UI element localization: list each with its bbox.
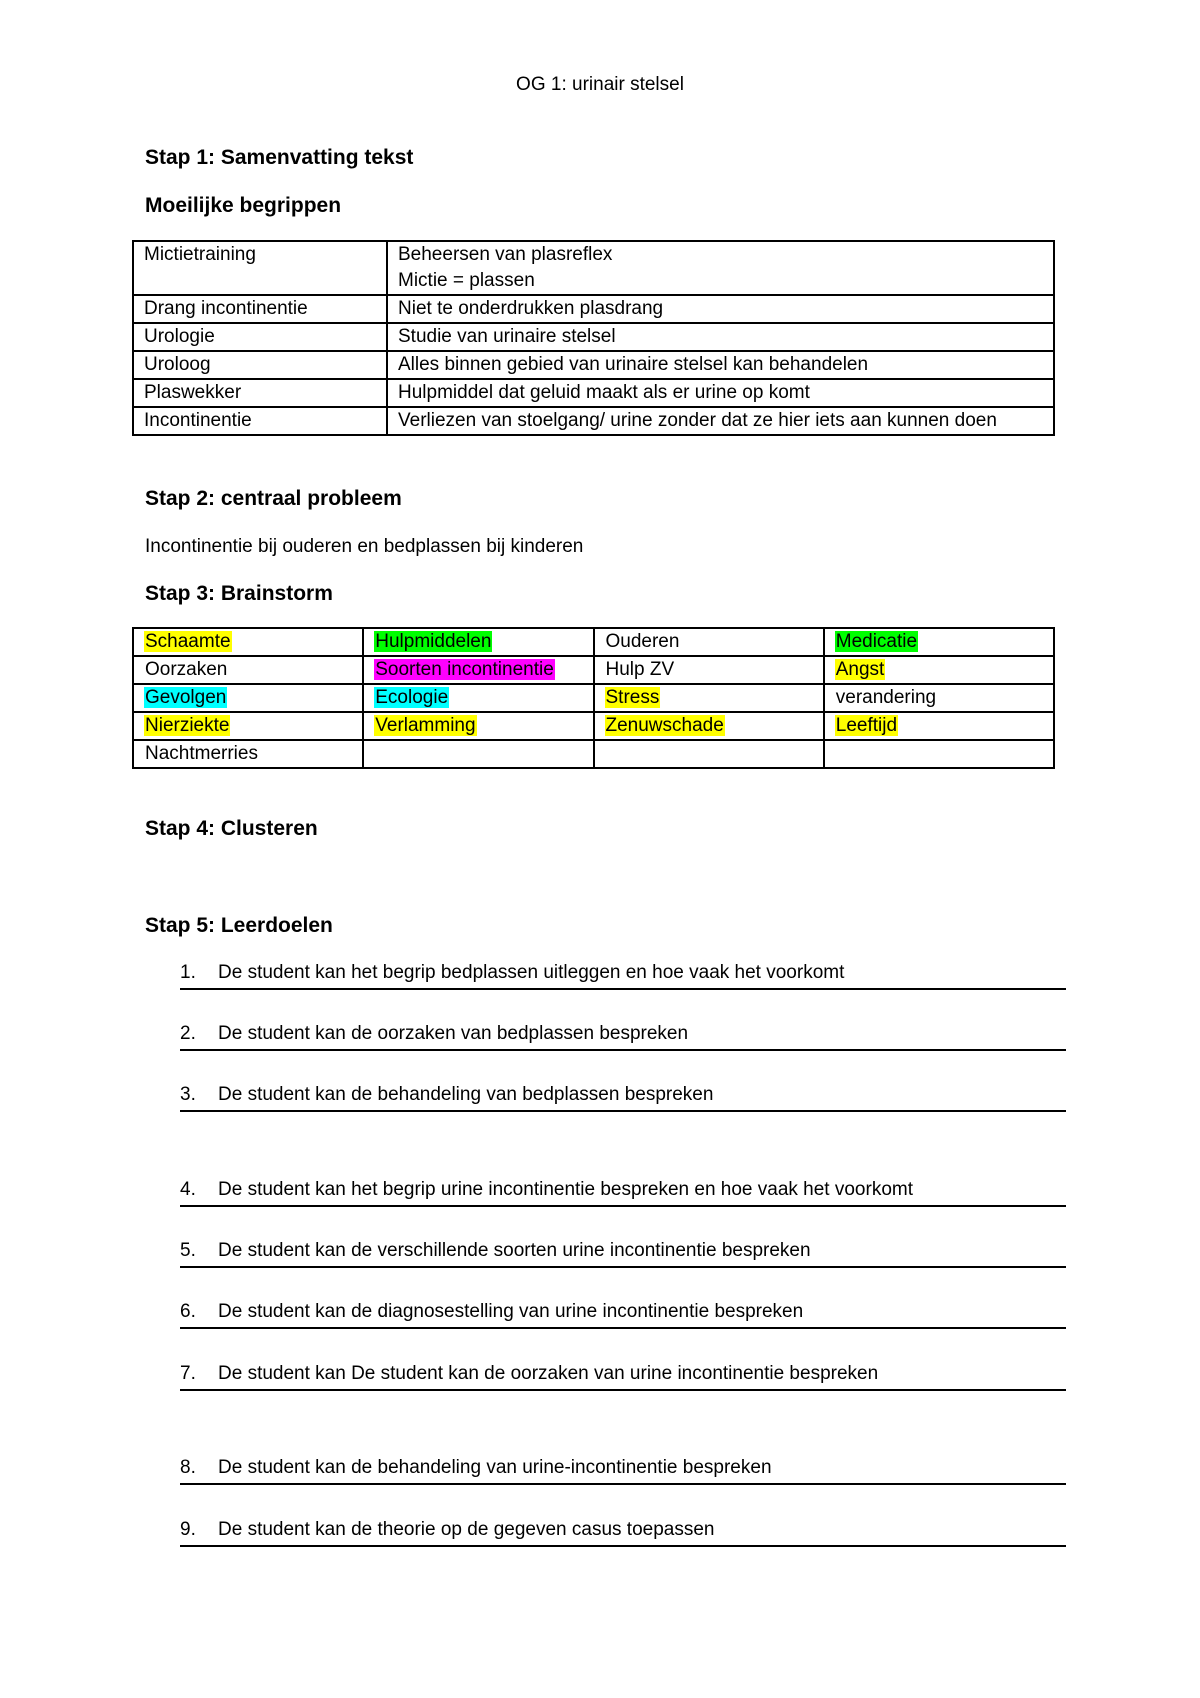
goal-number: 9. [180, 1519, 196, 1540]
learning-goal [180, 1297, 1066, 1329]
table-row [133, 740, 1054, 768]
table-row [133, 656, 1054, 684]
learning-goal [180, 1019, 1066, 1051]
brainstorm-cell [824, 740, 1054, 768]
definition-cell [387, 241, 1054, 295]
learning-goal [180, 958, 1066, 990]
table-row [133, 351, 1054, 379]
learning-goal [180, 1515, 1066, 1547]
step3-heading: Stap 3: Brainstorm [145, 582, 333, 605]
brainstorm-cell [363, 656, 593, 684]
learning-goal [180, 1175, 1066, 1207]
brainstorm-cell [133, 684, 363, 712]
step5-heading: Stap 5: Leerdoelen [145, 914, 333, 937]
step1-subheading: Moeilijke begrippen [145, 194, 342, 217]
table-row [133, 323, 1054, 351]
step4-heading: Stap 4: Clusteren [145, 817, 318, 840]
definition-cell: Alles binnen gebied van urinaire stelsel kan behandelen [387, 351, 1054, 379]
brainstorm-term: Ouderen [605, 631, 680, 652]
brainstorm-term: Stress [605, 687, 660, 708]
goal-number: 6. [180, 1301, 196, 1322]
learning-goal [180, 1080, 1066, 1112]
brainstorm-term: Oorzaken [145, 659, 228, 680]
brainstorm-term: Leeftijd [835, 715, 898, 736]
step2-heading: Stap 2: centraal probleem [145, 487, 402, 510]
brainstorm-cell [824, 628, 1054, 656]
brainstorm-cell [133, 712, 363, 740]
table-row [133, 379, 1054, 407]
goal-number: 3. [180, 1084, 196, 1105]
goal-text: De student kan het begrip urine incontinentie bespreken en hoe vaak het voorkomt [218, 1179, 914, 1200]
brainstorm-term [605, 743, 607, 764]
definition-cell: Niet te onderdrukken plasdrang [387, 295, 1054, 323]
brainstorm-cell [594, 684, 824, 712]
goal-number: 5. [180, 1240, 196, 1261]
goal-text: De student kan de diagnosestelling van urine incontinentie bespreken [218, 1301, 804, 1322]
term-cell: Mictietraining [133, 241, 387, 295]
brainstorm-term: Soorten incontinentie [375, 659, 554, 680]
brainstorm-term: Verlamming [375, 715, 476, 736]
brainstorm-cell [133, 740, 363, 768]
brainstorm-term: Nierziekte [145, 715, 230, 736]
brainstorm-term: Angst [835, 659, 885, 680]
term-cell: Uroloog [133, 351, 387, 379]
brainstorm-cell [363, 684, 593, 712]
brainstorm-term [835, 743, 837, 764]
brainstorm-cell [594, 656, 824, 684]
goal-number: 8. [180, 1457, 196, 1478]
brainstorm-cell [363, 740, 593, 768]
definition-cell: Hulpmiddel dat geluid maakt als er urine op komt [387, 379, 1054, 407]
learning-goal [180, 1453, 1066, 1485]
goal-text: De student kan de behandeling van bedplassen bespreken [218, 1084, 714, 1105]
brainstorm-table [132, 627, 1055, 769]
definition-line: Beheersen van plasreflex [398, 244, 613, 265]
goal-text: De student kan de verschillende soorten urine incontinentie bespreken [218, 1240, 811, 1261]
goal-text: De student kan de oorzaken van bedplassen bespreken [218, 1023, 689, 1044]
brainstorm-term: Hulp ZV [605, 659, 675, 680]
definition-cell: Studie van urinaire stelsel [387, 323, 1054, 351]
step1-heading: Stap 1: Samenvatting tekst [145, 146, 414, 169]
brainstorm-cell [594, 740, 824, 768]
table-row [133, 684, 1054, 712]
brainstorm-cell [133, 656, 363, 684]
brainstorm-cell [594, 628, 824, 656]
term-cell: Urologie [133, 323, 387, 351]
brainstorm-cell [363, 712, 593, 740]
brainstorm-cell [824, 656, 1054, 684]
brainstorm-term: Medicatie [835, 631, 918, 652]
table-row [133, 407, 1054, 435]
brainstorm-term: Schaamte [145, 631, 231, 652]
document-title: OG 1: urinair stelsel [516, 74, 684, 95]
brainstorm-cell [363, 628, 593, 656]
brainstorm-term: verandering [835, 687, 937, 708]
definition-line: Mictie = plassen [398, 270, 535, 291]
terms-table [132, 240, 1055, 436]
table-row [133, 241, 1054, 295]
brainstorm-term: Hulpmiddelen [375, 631, 492, 652]
brainstorm-cell [824, 712, 1054, 740]
table-row [133, 295, 1054, 323]
goal-number: 2. [180, 1023, 196, 1044]
goal-number: 4. [180, 1179, 196, 1200]
brainstorm-term: Nachtmerries [145, 743, 258, 764]
brainstorm-term: Zenuwschade [605, 715, 724, 736]
term-cell: Incontinentie [133, 407, 387, 435]
brainstorm-cell [594, 712, 824, 740]
table-row [133, 712, 1054, 740]
term-cell: Plaswekker [133, 379, 387, 407]
table-row [133, 628, 1054, 656]
central-problem-text: Incontinentie bij ouderen en bedplassen bij kinderen [145, 536, 584, 557]
goal-text: De student kan De student kan de oorzaken van urine incontinentie bespreken [218, 1363, 879, 1384]
term-cell: Drang incontinentie [133, 295, 387, 323]
goal-number: 1. [180, 962, 196, 983]
goal-text: De student kan de theorie op de gegeven casus toepassen [218, 1519, 715, 1540]
brainstorm-term: Gevolgen [145, 687, 227, 708]
goal-text: De student kan de behandeling van urine-incontinentie bespreken [218, 1457, 772, 1478]
learning-goal [180, 1236, 1066, 1268]
goal-text: De student kan het begrip bedplassen uitleggen en hoe vaak het voorkomt [218, 962, 845, 983]
learning-goal [180, 1359, 1066, 1391]
definition-cell: Verliezen van stoelgang/ urine zonder dat ze hier iets aan kunnen doen [387, 407, 1054, 435]
brainstorm-cell [133, 628, 363, 656]
brainstorm-term [374, 743, 376, 764]
goal-number: 7. [180, 1363, 196, 1384]
brainstorm-cell [824, 684, 1054, 712]
brainstorm-term: Ecologie [375, 687, 449, 708]
